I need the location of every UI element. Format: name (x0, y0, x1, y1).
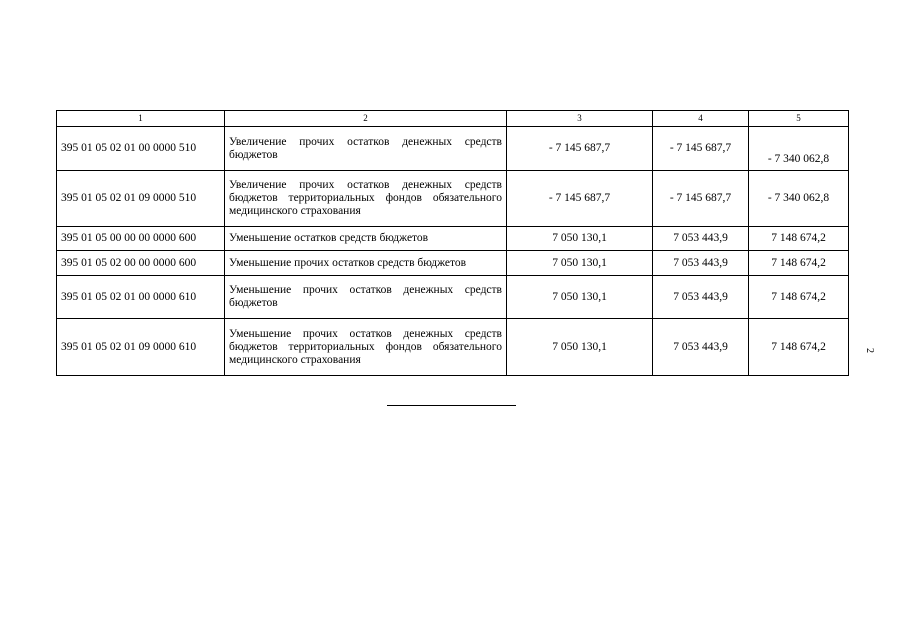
column-header-5: 5 (749, 111, 849, 127)
row-value-col5: 7 148 674,2 (749, 319, 849, 376)
row-code: 395 01 05 02 00 00 0000 600 (57, 251, 225, 276)
row-value-col4: 7 053 443,9 (653, 227, 749, 251)
column-header-3: 3 (507, 111, 653, 127)
row-value-col5: 7 148 674,2 (749, 251, 849, 276)
row-value-col3: - 7 145 687,7 (507, 127, 653, 171)
row-value-col5: 7 148 674,2 (749, 276, 849, 319)
end-of-table-divider (387, 405, 516, 406)
row-name: Увеличение прочих остатков денежных средств бюджетов территориальных фондов обязательного медицинского страхования (225, 171, 507, 227)
column-header-1: 1 (57, 111, 225, 127)
row-value-col5: - 7 340 062,8 (749, 127, 849, 171)
row-value-col4: - 7 145 687,7 (653, 127, 749, 171)
row-code: 395 01 05 02 01 09 0000 610 (57, 319, 225, 376)
row-value-col5: - 7 340 062,8 (749, 171, 849, 227)
table-row (57, 227, 849, 251)
row-value-col4: 7 053 443,9 (653, 319, 749, 376)
row-name: Уменьшение прочих остатков денежных средств бюджетов территориальных фондов обязательного медицинского страхования (225, 319, 507, 376)
table-row (57, 171, 849, 227)
row-code: 395 01 05 02 01 00 0000 610 (57, 276, 225, 319)
budget-sources-table (56, 110, 849, 376)
row-name: Уменьшение прочих остатков денежных средств бюджетов (225, 276, 507, 319)
column-header-2: 2 (225, 111, 507, 127)
table-row (57, 251, 849, 276)
row-value-col3: 7 050 130,1 (507, 319, 653, 376)
table-header-row (57, 111, 849, 127)
row-code: 395 01 05 02 01 00 0000 510 (57, 127, 225, 171)
row-value-col3: 7 050 130,1 (507, 276, 653, 319)
row-name: Увеличение прочих остатков денежных средств бюджетов (225, 127, 507, 171)
table-row (57, 127, 849, 171)
row-value-col5: 7 148 674,2 (749, 227, 849, 251)
row-value-col3: - 7 145 687,7 (507, 171, 653, 227)
table-row (57, 276, 849, 319)
row-name: Уменьшение прочих остатков средств бюджетов (225, 251, 507, 276)
row-value-col3: 7 050 130,1 (507, 227, 653, 251)
row-value-col4: 7 053 443,9 (653, 251, 749, 276)
row-name: Уменьшение остатков средств бюджетов (225, 227, 507, 251)
row-value-col4: - 7 145 687,7 (653, 171, 749, 227)
row-value-col4: 7 053 443,9 (653, 276, 749, 319)
row-code: 395 01 05 00 00 00 0000 600 (57, 227, 225, 251)
table-row (57, 319, 849, 376)
page-number: 2 (864, 348, 875, 353)
column-header-4: 4 (653, 111, 749, 127)
row-value-col3: 7 050 130,1 (507, 251, 653, 276)
row-code: 395 01 05 02 01 09 0000 510 (57, 171, 225, 227)
